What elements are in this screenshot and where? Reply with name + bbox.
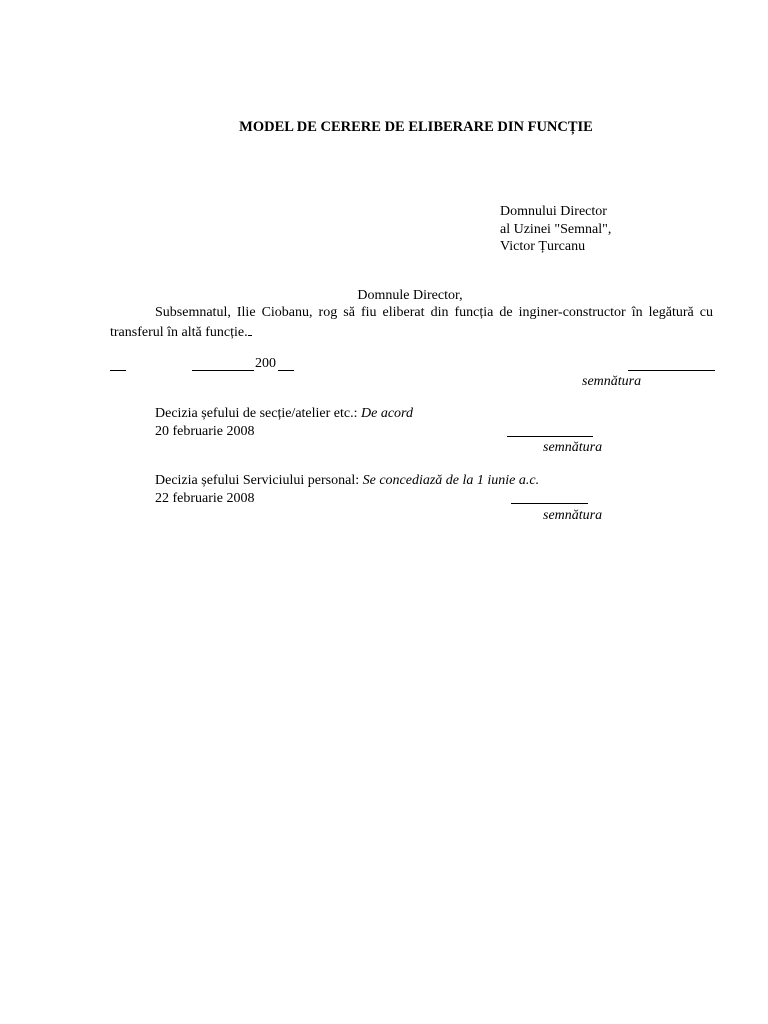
- date-day-blank: [110, 370, 126, 371]
- body-end-underline: [248, 322, 252, 336]
- addressee-line-3: Victor Țurcanu: [500, 239, 586, 254]
- date-month-blank: [192, 370, 254, 371]
- decision-2-signature-line: [511, 503, 588, 504]
- date-year-blank: [278, 370, 294, 371]
- addressee-line-2: al Uzinei "Semnal",: [500, 221, 612, 237]
- addressee-line-1: Domnului Director: [500, 204, 607, 219]
- request-body: [110, 304, 713, 342]
- decision-2-label: Decizia șefului Serviciului personal:: [155, 473, 360, 488]
- decision-2-value: Se concediază de la 1 iunie a.c.: [362, 473, 540, 488]
- addressee-block: [500, 203, 611, 256]
- decision-2-date: 22 februarie 2008: [155, 491, 255, 506]
- decision-1-value: De acord: [361, 406, 413, 421]
- date-year-prefix: 200: [255, 356, 276, 371]
- salutation: Domnule Director,: [357, 288, 463, 303]
- decision-1-signature-label: semnătura: [543, 440, 603, 455]
- applicant-signature-label: semnătura: [582, 374, 642, 389]
- applicant-signature-line: [628, 370, 715, 371]
- document-title: MODEL DE CERERE DE ELIBERARE DIN FUNCȚIE: [239, 119, 593, 135]
- decision-1: [155, 405, 413, 422]
- decision-2: [155, 472, 539, 489]
- decision-1-label: Decizia șefului de secție/atelier etc.:: [155, 406, 358, 421]
- request-body-text: Subsemnatul, Ilie Ciobanu, rog să fiu eliberat din funcția de inginer-constructor în legătură cu transferul în altă funcție.: [110, 305, 713, 340]
- decision-1-signature-line: [507, 436, 593, 437]
- decision-1-date: 20 februarie 2008: [155, 424, 255, 439]
- decision-2-signature-label: semnătura: [543, 508, 603, 523]
